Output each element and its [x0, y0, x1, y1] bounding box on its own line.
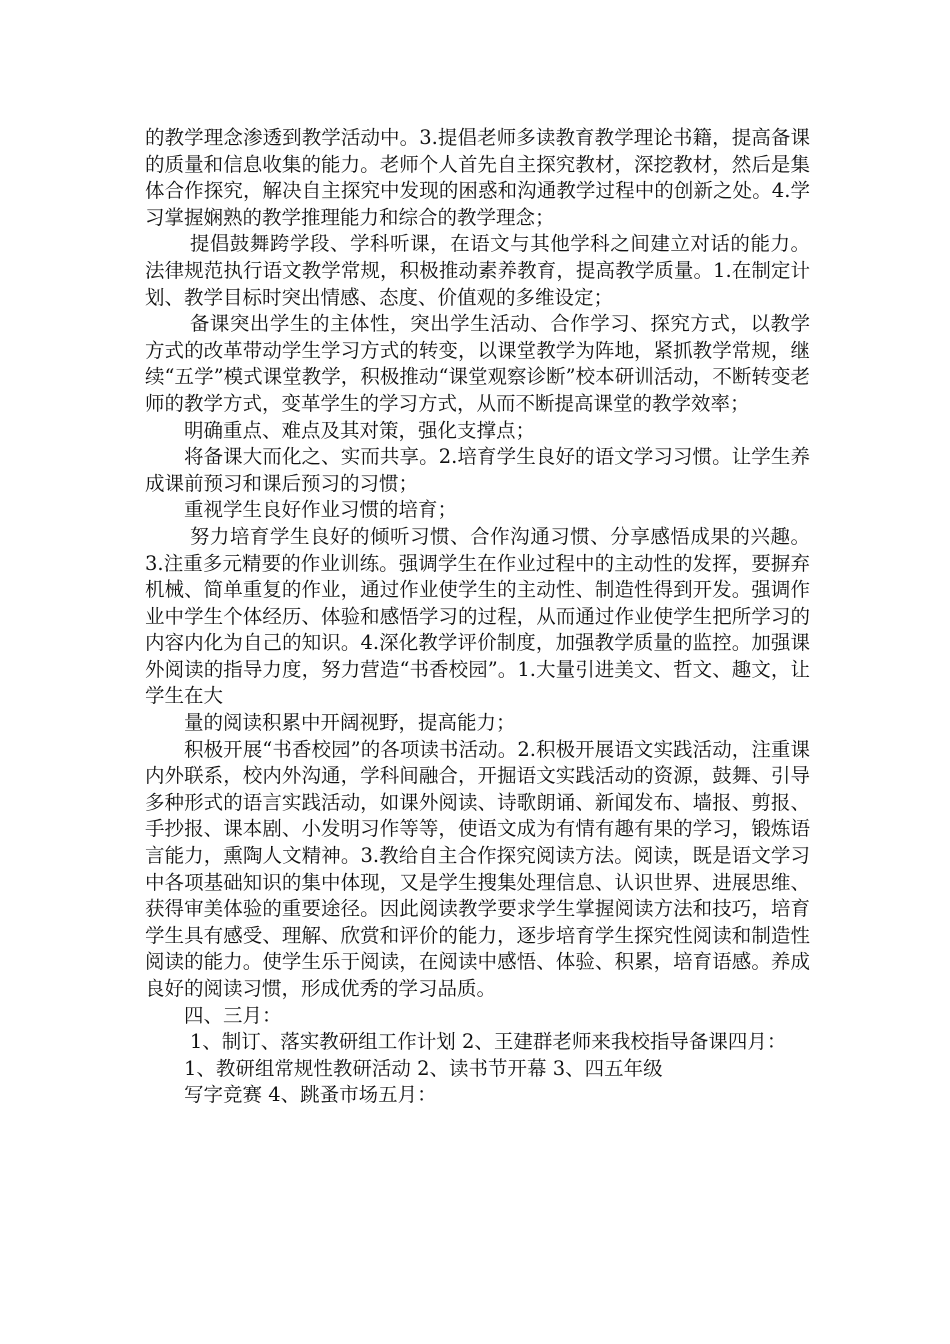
paragraph-key-points: 明确重点、难点及其对策，强化支撑点；: [184, 418, 536, 442]
paragraph-reading-activities: 积极开展“书香校园”的各项读书活动。2.积极开展语文实践活动，注重课内外联系，校内外沟通，学科间融合，开掘语文实践活动的资源，鼓舞、引导多种形式的语言实践活动，如课外阅读、诗歌朗诵、新闻发布、墙报、剪报、手抄报、课本剧、小发明习作等等，使语文成为有情有趣有果的学习，锻炼语言能力，熏陶人文精神。3.教给自主合作探究阅读方法。阅读，既是语文学习中各项基础知识的集中体现，又是学生搜集处理信息、认识世界、进展思维、获得审美体验的重要途径。因此阅读教学要求学生掌握阅读方法和技巧，培育学生具有感受、理解、欣赏和评价的能力，逐步培育学生探究性阅读和制造性阅读的能力。使学生乐于阅读，在阅读中感悟、体验、积累，培育语感。养成良好的阅读习惯，形成优秀的学习品质。: [145, 737, 810, 1000]
paragraph-study-habits: 将备课大而化之、实而共享。2.培育学生良好的语文学习习惯。让学生养成课前预习和课后预习的习惯；: [145, 445, 810, 495]
paragraph-teaching-philosophy: 的教学理念渗透到教学活动中。3.提倡老师多读教育教学理论书籍，提高备课的质量和信息收集的能力。老师个人首先自主探究教材，深挖教材，然后是集体合作探究，解决自主探究中发现的困惑和沟通教学过程中的创新之处。4.学习掌握娴熟的教学推理能力和综合的教学理念；: [145, 126, 810, 229]
schedule-april-continued: 写字竞赛 4、跳蚤市场五月：: [184, 1083, 437, 1107]
paragraph-homework-habits: 重视学生良好作业习惯的培育；: [184, 498, 458, 522]
paragraph-listening-habits: 努力培育学生良好的倾听习惯、合作沟通习惯、分享感悟成果的兴趣。3.注重多元精要的作业训练。强调学生在作业过程中的主动性的发挥，要摒弃机械、简单重复的作业，通过作业使学生的主动性、制造性得到开发。强调作业中学生个体经历、体验和感悟学习的过程，从而通过作业使学生把所学习的内容内化为自己的知识。4.深化教学评价制度，加强教学质量的监控。加强课外阅读的指导力度，努力营造“书香校园”。1.大量引进美文、哲文、趣文，让学生在大: [145, 524, 810, 708]
paragraph-cross-discipline: 提倡鼓舞跨学段、学科听课，在语文与其他学科之间建立对话的能力。法律规范执行语文教学常规，积极推动素养教育，提高教学质量。1.在制定计划、教学目标时突出情感、态度、价值观的多维设定；: [145, 232, 810, 309]
paragraph-reading-accumulation: 量的阅读积累中开阔视野，提高能力；: [184, 711, 516, 735]
schedule-march: 1、制订、落实教研组工作计划 2、王建群老师来我校指导备课四月：: [189, 1030, 787, 1054]
section-heading-schedule: 四、三月：: [184, 1003, 282, 1027]
document-body: [145, 125, 810, 1109]
paragraph-lesson-prep: 备课突出学生的主体性，突出学生活动、合作学习、探究方式，以教学方式的改革带动学生学习方式的转变，以课堂教学为阵地，紧抓教学常规，继续“五学”模式课堂教学，积极推动“课堂观察诊断”校本研训活动，不断转变老师的教学方式，变革学生的学习方式，从而不断提高课堂的教学效率；: [145, 312, 810, 415]
schedule-april: 1、教研组常规性教研活动 2、读书节开幕 3、四五年级: [184, 1056, 663, 1080]
